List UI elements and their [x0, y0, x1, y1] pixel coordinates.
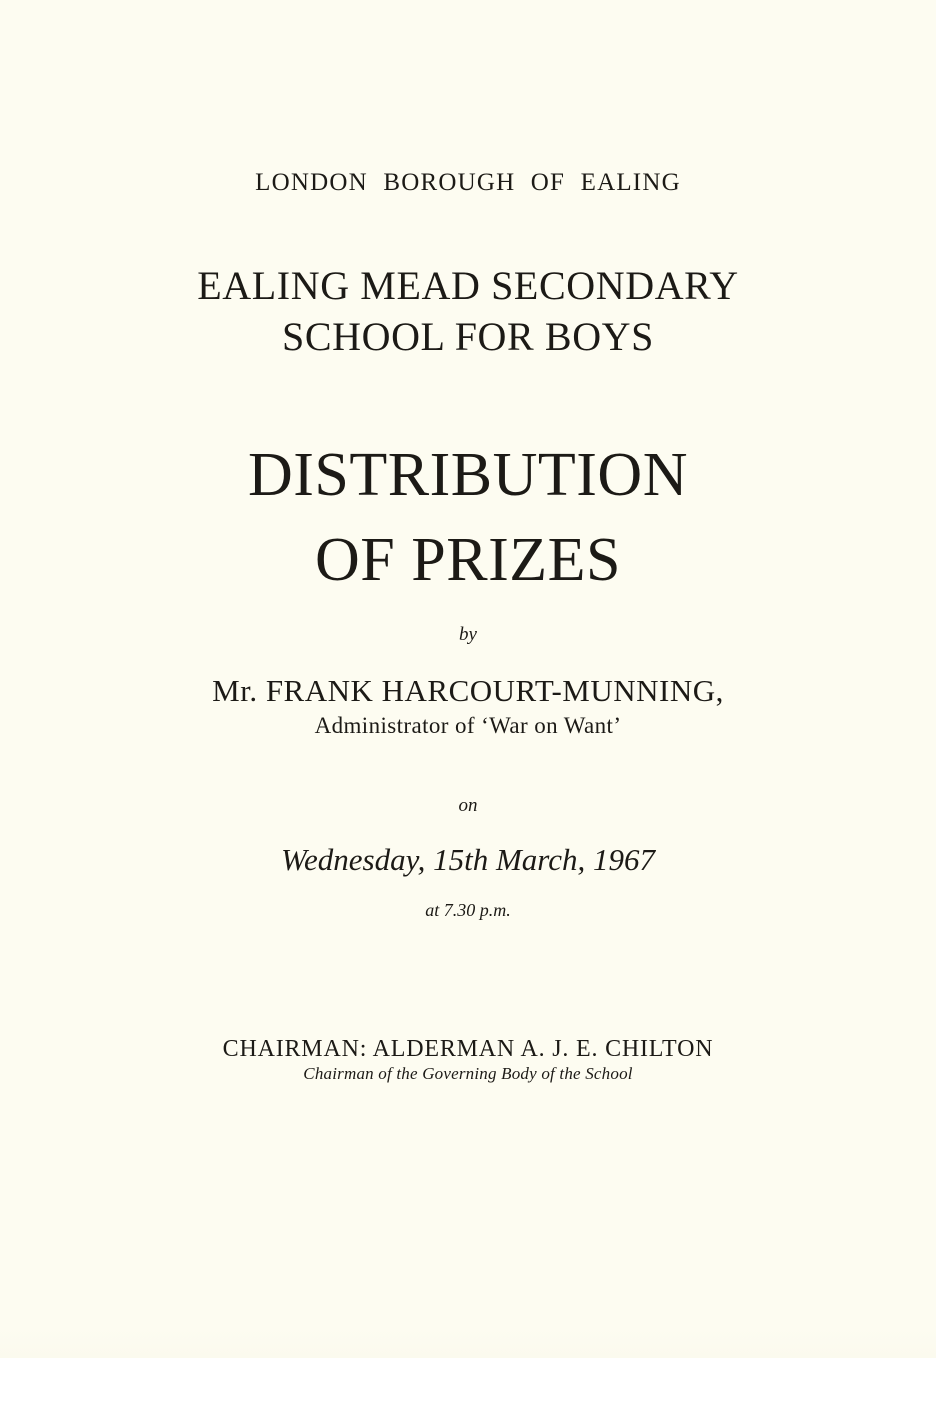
chairman-name: CHAIRMAN: ALDERMAN A. J. E. CHILTON — [222, 1036, 714, 1062]
event-title-line-1: DISTRIBUTION — [248, 441, 688, 509]
event-time: at 7.30 p.m. — [425, 900, 511, 920]
event-date: Wednesday, 15th March, 1967 — [281, 842, 655, 877]
presenter-role: Administrator of ‘War on Want’ — [314, 713, 622, 738]
presenter-name: Mr. FRANK HARCOURT-MUNNING, — [212, 673, 724, 708]
borough-heading: LONDON BOROUGH OF EALING — [255, 169, 681, 196]
school-name-line-2: SCHOOL FOR BOYS — [281, 314, 655, 359]
event-title-line-2: OF PRIZES — [315, 526, 621, 594]
on-text: on — [458, 795, 478, 816]
school-name-line-1: EALING MEAD SECONDARY — [197, 263, 739, 308]
chairman-role: Chairman of the Governing Body of the School — [303, 1064, 633, 1083]
by-text: by — [459, 624, 477, 645]
